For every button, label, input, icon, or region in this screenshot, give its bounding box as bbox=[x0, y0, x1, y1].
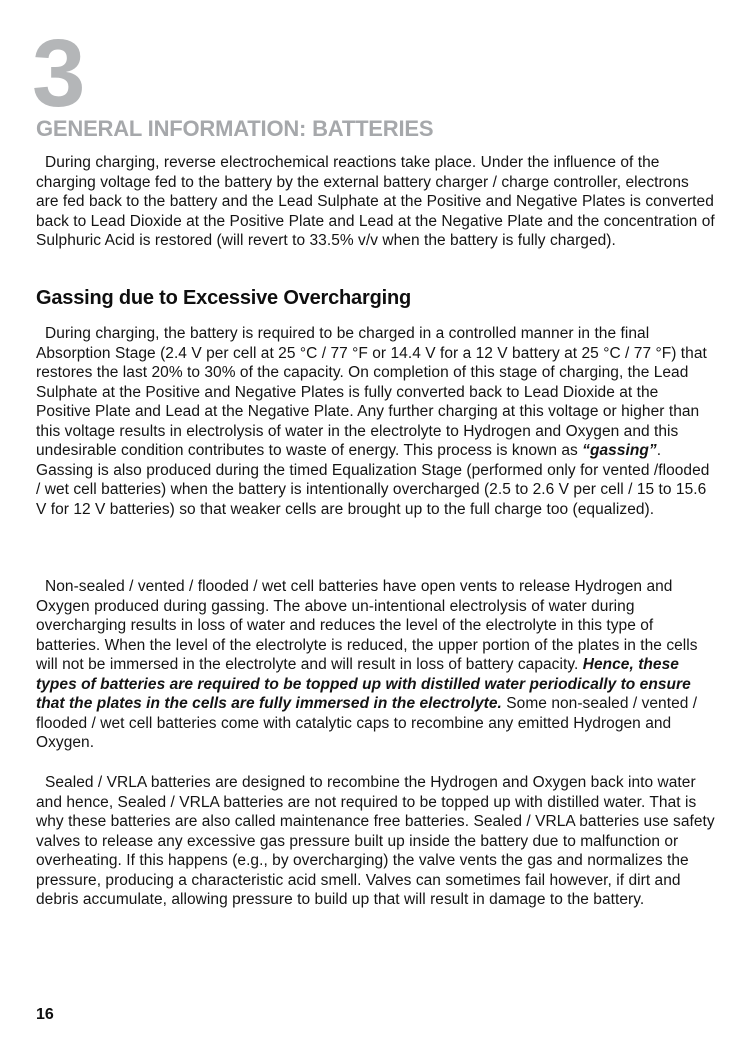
section-heading-gassing: Gassing due to Excessive Overcharging bbox=[36, 287, 411, 309]
body-text: Non-sealed / vented / flooded / wet cell batteries have open vents to release Hydrogen and Oxygen produced during gassing. The above un-intentional electrolysis of water during overcharging results in loss of water and reduces the level of the electrolyte in this type of batteries. When the level of the electrolyte is reduced, the upper portion of the plates in the cells will not be immersed in the electrolyte and will result in loss of battery capacity. bbox=[36, 578, 698, 673]
body-text: Some non-sealed / vented / flooded / wet cell batteries come with catalytic caps to recombine any emitted Hydrogen and Oxygen. bbox=[36, 695, 698, 751]
paragraph-non-sealed-batteries bbox=[36, 577, 715, 753]
intro-paragraph bbox=[36, 153, 715, 251]
body-text: During charging, reverse electrochemical reactions take place. Under the influence of the charging voltage fed to the battery by the external battery charger / charge controller, electrons are fed back to the battery and the Lead Sulphate at the Positive and Negative Plates is converted back to Lead Dioxide at the Positive Plate and Lead at the Negative Plate and the concentration of Sulphuric Acid is restored (will revert to 33.5% v/v when the battery is fully charged). bbox=[36, 154, 715, 249]
body-text: . Gassing is also produced during the timed Equalization Stage (performed only for vented /flooded / wet cell batteries) when the battery is intentionally overcharged (2.5 to 2.6 V per cell / 15 to 15.6 V for 12 V batteries) so that weaker cells are brought up to the full charge too (equalized). bbox=[36, 442, 710, 518]
body-text: During charging, the battery is required to be charged in a controlled manner in the final Absorption Stage (2.4 V per cell at 25 °C / 77 °F or 14.4 V for a 12 V battery at 25 °C / 77 °F) that restores the last 20% to 30% of the capacity. On completion of this stage of charging, the Lead Sulphate at the Positive and Negative Plates is fully converted back to Lead Dioxide at the Positive Plate and Lead at the Negative Plate. Any further charging at this voltage or higher than this voltage results in electrolysis of water in the electrolyte to Hydrogen and Oxygen and this undesirable condition contributes to waste of energy. This process is known as bbox=[36, 325, 707, 459]
page-number: 16 bbox=[36, 1006, 54, 1023]
chapter-title: GENERAL INFORMATION: BATTERIES bbox=[36, 116, 434, 141]
paragraph-sealed-vrla-batteries bbox=[36, 773, 715, 910]
emphasized-text: Hence, these types of batteries are required to be topped up with distilled water periodically to ensure that the plates in the cells are fully immersed in the electrolyte. bbox=[36, 656, 691, 712]
chapter-number: 3 bbox=[32, 20, 84, 127]
paragraph-absorption-stage bbox=[36, 324, 715, 519]
emphasized-text: “gassing” bbox=[582, 442, 657, 459]
body-text: Sealed / VRLA batteries are designed to recombine the Hydrogen and Oxygen back into water and hence, Sealed / VRLA batteries are not required to be topped up with distilled water. That is why these batteries are also called maintenance free batteries. Sealed / VRLA batteries use safety valves to release any excessive gas pressure built up inside the battery due to malfunction or overheating. If this happens (e.g., by overcharging) the valve vents the gas and normalizes the pressure, producing a characteristic acid smell. Valves can sometimes fail however, if dirt and debris accumulate, allowing pressure to build up that will result in damage to the battery. bbox=[36, 774, 715, 908]
